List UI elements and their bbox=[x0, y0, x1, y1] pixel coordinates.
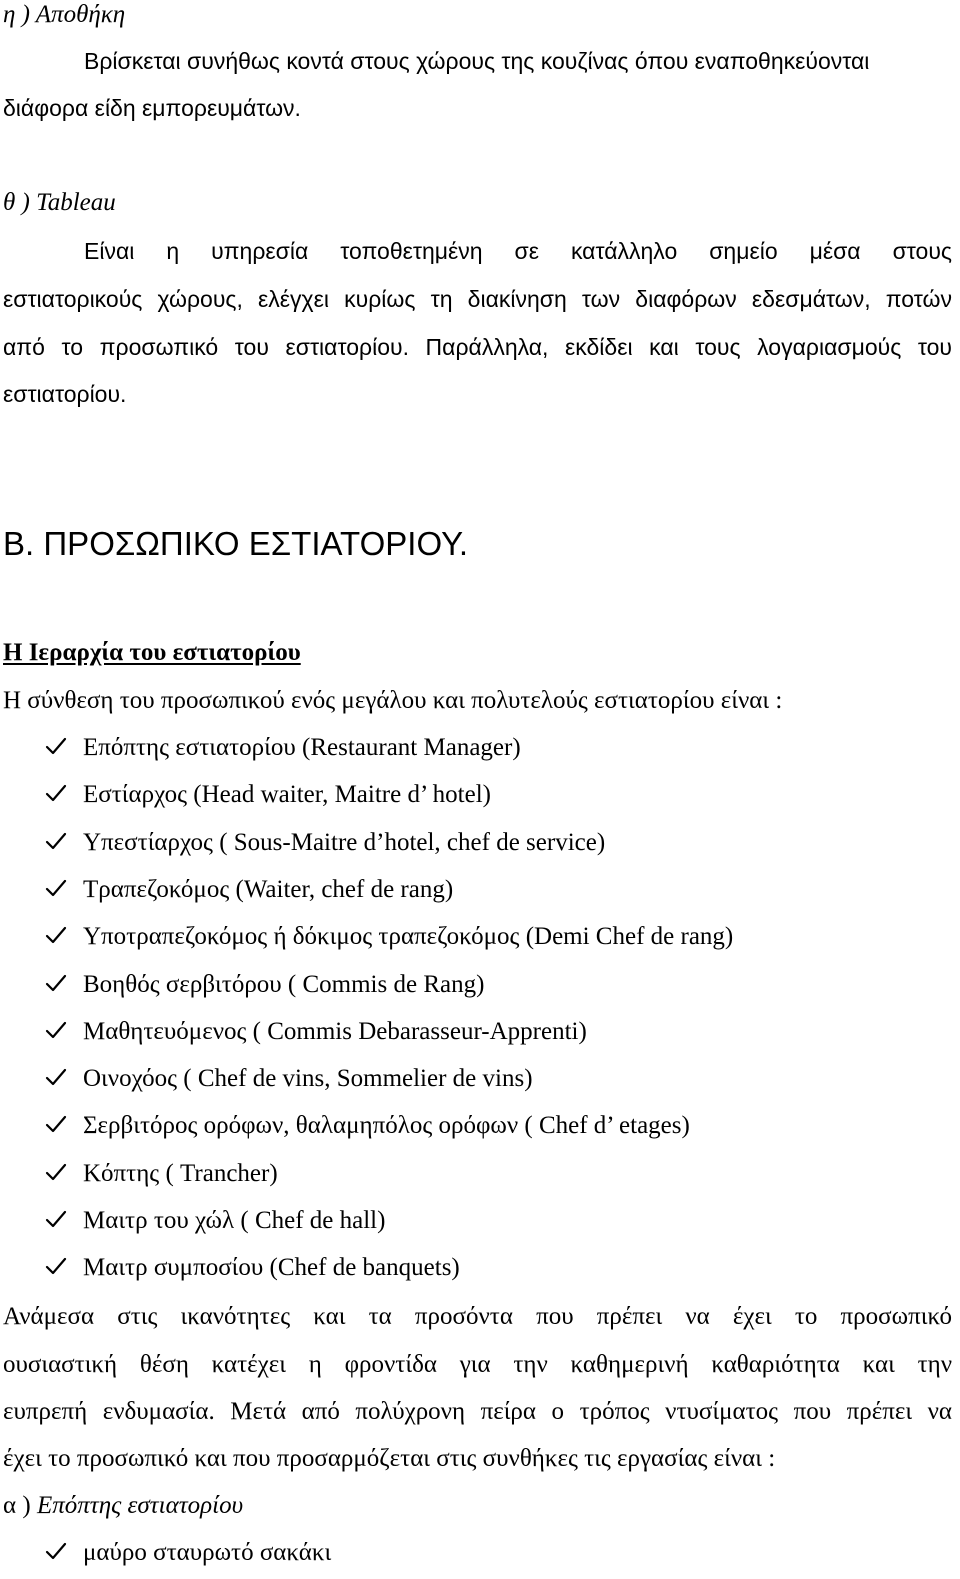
checkmark-icon bbox=[45, 1114, 67, 1134]
hierarchy-list-item bbox=[45, 875, 453, 905]
checkmark-icon bbox=[45, 1067, 67, 1087]
hierarchy-list-item bbox=[45, 1253, 460, 1283]
hierarchy-subheading: Η Ιεραρχία του εστιατορίου bbox=[3, 639, 301, 666]
checkmark-icon bbox=[45, 1020, 67, 1040]
section-theta-line-4: εστιατορίου. bbox=[3, 381, 127, 407]
hierarchy-list-item-label: Βοηθός σερβιτόρου ( Commis de Rang) bbox=[83, 970, 485, 998]
hierarchy-list-item bbox=[45, 828, 605, 858]
paragraph-line-3: ευπρεπή ενδυμασία. Μετά από πολύχρονη πείρα ο τρόπος ντυσίματος που πρέπει να bbox=[3, 1398, 952, 1425]
hierarchy-list-item-label: Επόπτης εστιατορίου (Restaurant Manager) bbox=[83, 734, 521, 761]
hierarchy-list-item-label: Υπεστίαρχος ( Sous-Maitre d’hotel, chef de service) bbox=[83, 828, 606, 856]
hierarchy-list-item-label: Σερβιτόρος ορόφων, θαλαμηπόλος ορόφων ( Chef d’ etages) bbox=[83, 1112, 690, 1140]
hierarchy-list-item-label: Μαιτρ του χώλ ( Chef de hall) bbox=[83, 1207, 386, 1234]
section-theta-line-1: Είναι η υπηρεσία τοποθετημένη σε κατάλληλο σημείο μέσα στους bbox=[84, 238, 952, 264]
section-theta-line-3: από το προσωπικό του εστιατορίου. Παράλληλα, εκδίδει και τους λογαριασμούς του bbox=[3, 334, 952, 360]
hierarchy-list-item-label: Μαθητευόμενος ( Commis Debarasseur-Apprenti) bbox=[83, 1017, 587, 1045]
checkmark-icon bbox=[45, 783, 67, 803]
subsection-a-heading bbox=[3, 1491, 243, 1521]
hierarchy-list-item bbox=[45, 1111, 690, 1141]
subsection-a-label: α ) bbox=[3, 1492, 37, 1519]
hierarchy-list-item-label: Οινοχόος ( Chef de vins, Sommelier de vins) bbox=[83, 1065, 533, 1093]
paragraph-line-1: Ανάμεσα στις ικανότητες και τα προσόντα που πρέπει να έχει το προσωπικό bbox=[3, 1303, 952, 1330]
section-theta-title: θ ) Tableau bbox=[3, 189, 116, 216]
hierarchy-list-item-label: Τραπεζοκόμος (Waiter, chef de rang) bbox=[83, 875, 454, 903]
paragraph-line-4: έχει το προσωπικό και που προσαρμόζεται στις συνθήκες τις εργασίας είναι : bbox=[3, 1445, 776, 1472]
section-h-line-2: διάφορα είδη εμπορευμάτων. bbox=[3, 95, 301, 121]
hierarchy-intro: Η σύνθεση του προσωπικού ενός μεγάλου και πολυτελούς εστιατορίου είναι : bbox=[3, 687, 783, 714]
hierarchy-list-item bbox=[45, 1159, 278, 1189]
subsection-a-list-item-label: μαύρο σταυρωτό σακάκι bbox=[83, 1539, 332, 1566]
section-h-title: η ) Αποθήκη bbox=[3, 1, 126, 28]
paragraph-line-2: ουσιαστική θέση κατέχει η φροντίδα για την καθημερινή καθαριότητα και την bbox=[3, 1351, 952, 1378]
hierarchy-list-item bbox=[45, 970, 484, 1000]
subsection-a-list-item bbox=[45, 1538, 331, 1568]
checkmark-icon bbox=[45, 973, 67, 993]
hierarchy-list-item bbox=[45, 1206, 385, 1236]
hierarchy-list-item-label: Κόπτης ( Trancher) bbox=[83, 1159, 278, 1187]
hierarchy-list-item bbox=[45, 733, 521, 763]
checkmark-icon bbox=[45, 1541, 67, 1561]
checkmark-icon bbox=[45, 1162, 67, 1182]
section-h-line-1: Βρίσκεται συνήθως κοντά στους χώρους της κουζίνας όπου εναποθηκεύονται bbox=[84, 48, 870, 74]
checkmark-icon bbox=[45, 831, 67, 851]
hierarchy-list-item-label: Μαιτρ συμποσίου (Chef de banquets) bbox=[83, 1254, 460, 1282]
section-theta-line-2: εστιατορικούς χώρους, ελέγχει κυρίως τη διακίνηση των διαφόρων εδεσμάτων, ποτών bbox=[3, 286, 952, 312]
checkmark-icon bbox=[45, 1256, 67, 1276]
hierarchy-list-item bbox=[45, 1064, 533, 1094]
checkmark-icon bbox=[45, 1209, 67, 1229]
hierarchy-list-item-label: Εστίαρχος (Head waiter, Maitre d’ hotel) bbox=[83, 781, 491, 809]
hierarchy-list-item bbox=[45, 922, 733, 952]
checkmark-icon bbox=[45, 878, 67, 898]
hierarchy-list-item bbox=[45, 1017, 587, 1047]
checkmark-icon bbox=[45, 925, 67, 945]
subsection-a-title: Επόπτης εστιατορίου bbox=[36, 1492, 244, 1519]
section-b-heading: Β. ΠΡΟΣΩΠΙΚΟ ΕΣΤΙΑΤΟΡΙΟΥ. bbox=[3, 525, 469, 562]
hierarchy-list-item-label: Υποτραπεζοκόμος ή δόκιμος τραπεζοκόμος (Demi Chef de rang) bbox=[83, 923, 734, 951]
hierarchy-list-item bbox=[45, 780, 491, 810]
checkmark-icon bbox=[45, 736, 67, 756]
